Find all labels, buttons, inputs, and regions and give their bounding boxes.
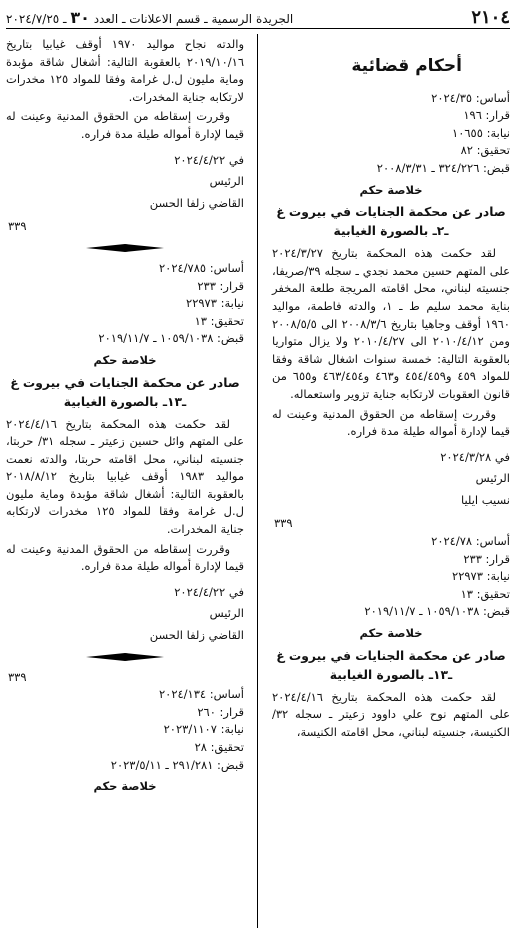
- case-field: نيابة: ٢٢٩٧٣: [186, 296, 244, 311]
- signature-name: نسيب ايليا: [460, 492, 510, 507]
- section-title: أحكام قضائية: [351, 56, 462, 76]
- judgment-text: لقد حكمت هذه المحكمة بتاريخ ٢٠٢٤/٤/١٦ على المتهم وائل حسين زعيتر ـ سجله ٣١/ حربتا، جنسيته لبناني، محل اقامته حربتا، والدته نعمت مواليد ١٩٨٣ أوقف غيابيا بتاريخ ٢٠١٨/٨/١٢ بالعقوبة التالية: أشغال شاقة مؤبدة وماية مليون ل.ل غرامة وفقا للمواد ١٢٥ مخدرات لارتكابه جناية المخدرات.: [6, 416, 245, 537]
- page-header: [6, 6, 510, 29]
- judgment-text: لقد حكمت هذه المحكمة بتاريخ ٢٠٢٤/٣/٢٧ على المتهم حسين محمد نجدي ـ سجله ٣٩/صريفا، جنسيته لبناني، محل اقامته المريجة طلعة المخفر بناية محمد سليم ط ـ ١، والدته فاطمة، مواليد ١٩٦٠ أوقف وجاهيا بتاريخ ٢٠٠٨/٣/٦ الى ٢٠٠٨/٥/٥ ومن ٢٠١٠/٤/١٢ الى ٢٠١٠/٤/٢٧ ولا يزال متواريا بالعقوبة التالية: خمسة سنوات اشغال شاقة وفقا للمواد ٤٥٩ و٤٥٤/٤٥٩ و٤٦٣ و٤٦٣/٤٥٤ و٦٥٥ من قانون العقوبات لارتكابه جناية تزوير واستعماله.: [272, 246, 511, 401]
- reference-number: ٣٣٩: [8, 669, 27, 684]
- issue-number: ٣٠: [70, 7, 90, 27]
- signature-role: الرئيس: [209, 174, 244, 189]
- case-field: نيابة: ١٠٦٥٥: [452, 125, 510, 140]
- summary-heading: خلاصة حكم: [93, 779, 157, 794]
- court-heading: صادر عن محكمة الجنايات في بيروت غ ـ٢ـ بالصورة الغيابية: [276, 205, 506, 239]
- signature-name: القاضي زلفا الحسن: [149, 195, 244, 210]
- signature-date: في ٢٠٢٤/٤/٢٢: [174, 584, 244, 599]
- summary-heading: خلاصة حكم: [359, 182, 423, 197]
- signature-date: في ٢٠٢٤/٤/٢٢: [174, 152, 244, 167]
- case-field: أساس: ٢٠٢٤/٧٨٥: [158, 260, 244, 275]
- case-field: قرار: ١٩٦: [463, 108, 510, 123]
- reference-number: ٣٣٩: [8, 219, 27, 234]
- court-heading: صادر عن محكمة الجنايات في بيروت غ ـ١٣ـ بالصورة الغيابية: [10, 375, 240, 409]
- rights-text: وقررت إسقاطه من الحقوق المدنية وعينت له قيما لإدارة أمواله طيلة مدة فراره.: [272, 406, 510, 439]
- signature-date: في ٢٠٢٤/٣/٢٨: [440, 449, 510, 464]
- signature-role: الرئيس: [209, 606, 244, 621]
- case-field: قبض: ٢٩١/٢٨١ ـ ٢٠٢٣/٥/١١: [110, 757, 244, 772]
- case-field: تحقيق: ١٣: [194, 313, 244, 328]
- case-field: نيابة: ٢٠٢٣/١١٠٧: [163, 722, 244, 737]
- case-field: قبض: ٣٢٤/٢٢٦ ـ ٢٠٠٨/٣/٣١: [376, 160, 510, 175]
- case-field: تحقيق: ٨٢: [460, 143, 510, 158]
- case-field: أساس: ٢٠٢٤/٣٥: [431, 90, 510, 105]
- page-number: ٢١٠٤: [471, 6, 510, 28]
- reference-number: ٣٣٩: [274, 516, 293, 531]
- signature-role: الرئيس: [475, 471, 510, 486]
- case-field: تحقيق: ١٣: [460, 586, 510, 601]
- rights-text: وقررت إسقاطه من الحقوق المدنية وعينت له قيما لإدارة أمواله طيلة مدة فراره.: [6, 541, 244, 574]
- case-field: نيابة: ٢٢٩٧٣: [452, 569, 510, 584]
- case-1: [272, 90, 510, 533]
- case-field: تحقيق: ٢٨: [194, 740, 244, 754]
- section-divider: [6, 244, 244, 252]
- case-field: قرار: ٢٣٣: [197, 278, 244, 293]
- signature-name: القاضي زلفا الحسن: [149, 628, 244, 643]
- case-3: [6, 260, 244, 645]
- judgment-text: لقد حكمت هذه المحكمة بتاريخ ٢٠٢٤/٤/١٦ على المتهم نوح علي داوود زعيتر ـ سجله ٣٢/ الكنيسة، جنسيته لبناني، محل اقامته الكنيسة،: [272, 689, 510, 739]
- summary-heading: خلاصة حكم: [93, 352, 157, 367]
- case-field: أساس: ٢٠٢٤/٧٨: [431, 534, 510, 549]
- column-divider: [257, 34, 258, 928]
- case-continued: [6, 36, 244, 236]
- case-4: [6, 686, 244, 796]
- section-divider: [6, 653, 244, 661]
- case-field: أساس: ٢٠٢٤/١٣٤: [158, 687, 244, 702]
- case-field: قرار: ٢٣٣: [463, 551, 510, 566]
- case-field: قرار: ٢٦٠: [197, 704, 244, 719]
- case-2: [272, 533, 510, 741]
- issue-date: ـ ٢٠٢٤/٧/٢٥: [6, 11, 67, 26]
- divider-ornament-icon: [86, 653, 164, 661]
- court-heading: صادر عن محكمة الجنايات في بيروت غ ـ١٣ـ بالصورة الغيابية: [276, 648, 506, 682]
- summary-heading: خلاصة حكم: [359, 626, 423, 641]
- gazette-title: الجريدة الرسمية ـ قسم الاعلانات ـ العدد ٣٠ ـ ٢٠٢٤/٧/٢٥: [6, 7, 294, 27]
- case-field: قبض: ١٠٥٩/١٠٣٨ ـ ٢٠١٩/١١/٧: [364, 604, 510, 619]
- judgment-text: والدته نجاح مواليد ١٩٧٠ أوقف غيابيا بتاريخ ٢٠١٩/١٠/١٦ بالعقوبة التالية: أشغال شاقة مؤبدة وماية مليون ل.ل غرامة وفقا للمواد ١٢٥ مخدرات لارتكابه جناية المخدرات.: [6, 37, 244, 104]
- right-column: [272, 34, 510, 928]
- left-column: [6, 34, 244, 928]
- rights-text: وقررت إسقاطه من الحقوق المدنية وعينت له قيما لإدارة أمواله طيلة مدة فراره.: [6, 109, 244, 141]
- case-field: قبض: ١٠٥٩/١٠٣٨ ـ ٢٠١٩/١١/٧: [98, 331, 244, 346]
- divider-ornament-icon: [86, 244, 164, 252]
